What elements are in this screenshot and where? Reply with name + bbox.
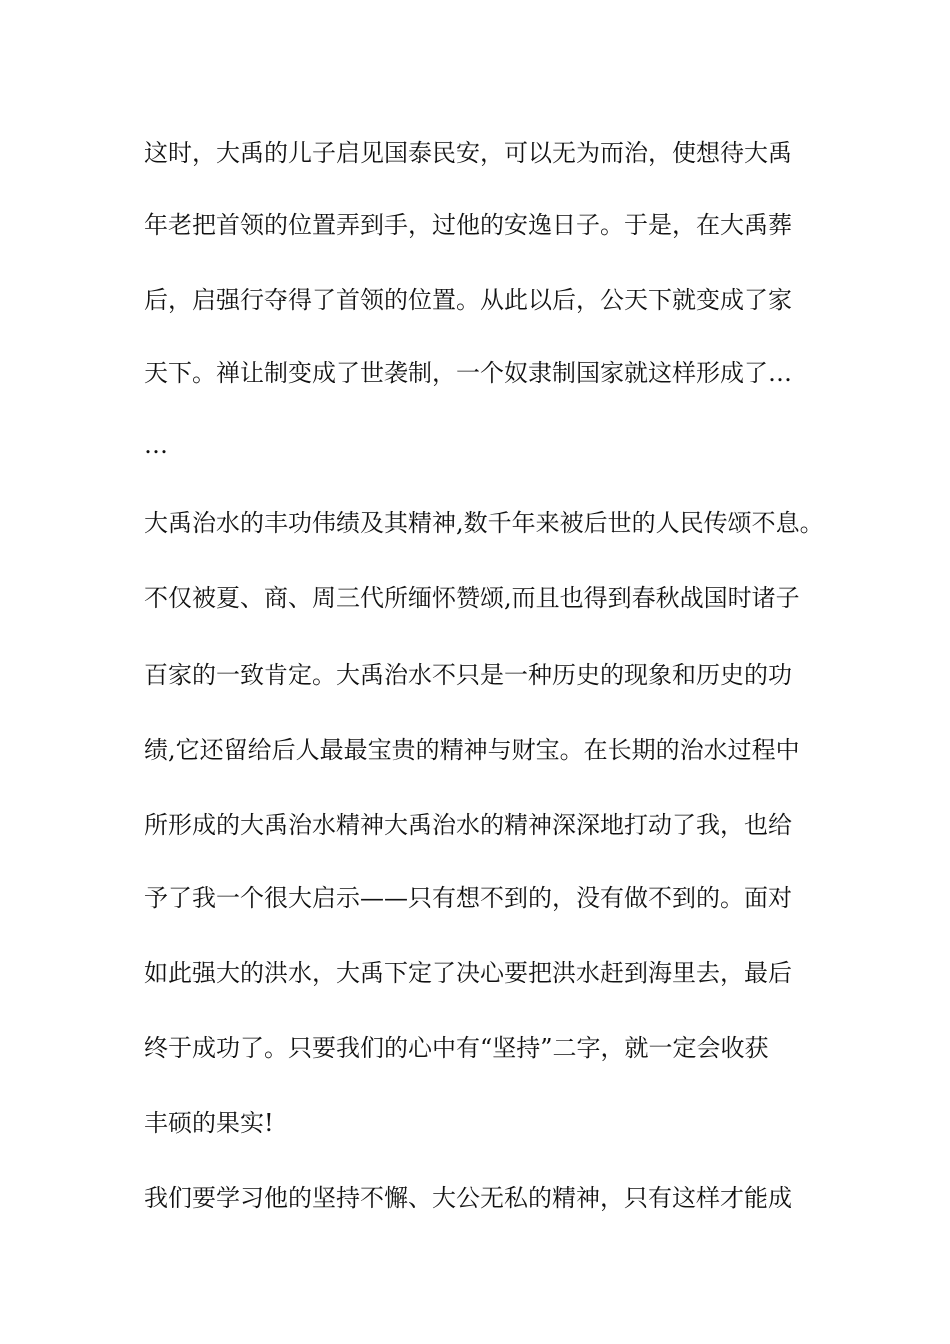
paragraph-1-line-2: 年老把首领的位置弄到手，过他的安逸日子。于是，在大禹葬	[144, 211, 792, 239]
paragraph-2-line-4: 绩,它还留给后人最最宝贵的精神与财宝。在长期的治水过程中	[144, 736, 800, 764]
paragraph-2-line-1: 大禹治水的丰功伟绩及其精神,数千年来被后世的人民传颂不息。	[144, 509, 824, 537]
paragraph-2-line-3: 百家的一致肯定。大禹治水不只是一种历史的现象和历史的功	[144, 661, 792, 689]
paragraph-1-line-1: 这时，大禹的儿子启见国泰民安，可以无为而治，使想待大禹	[144, 139, 792, 167]
paragraph-3-line-1: 我们要学习他的坚持不懈、大公无私的精神，只有这样才能成	[144, 1184, 792, 1212]
paragraph-2-line-9: 丰硕的果实!	[144, 1109, 274, 1137]
paragraph-1-line-5: …	[144, 431, 168, 459]
paragraph-2-line-7: 如此强大的洪水，大禹下定了决心要把洪水赶到海里去，最后	[144, 959, 792, 987]
paragraph-2-line-2: 不仅被夏、商、周三代所缅怀赞颂,而且也得到春秋战国时诸子	[144, 584, 800, 612]
paragraph-2-line-6: 予了我一个很大启示——只有想不到的，没有做不到的。面对	[144, 884, 792, 912]
paragraph-2-line-8: 终于成功了。只要我们的心中有“坚持”二字，就一定会收获	[144, 1034, 769, 1062]
paragraph-1-line-4: 天下。禅让制变成了世袭制，一个奴隶制国家就这样形成了…	[144, 359, 792, 387]
paragraph-1-line-3: 后，启强行夺得了首领的位置。从此以后，公天下就变成了家	[144, 286, 792, 314]
paragraph-2-line-5: 所形成的大禹治水精神大禹治水的精神深深地打动了我，也给	[144, 811, 792, 839]
